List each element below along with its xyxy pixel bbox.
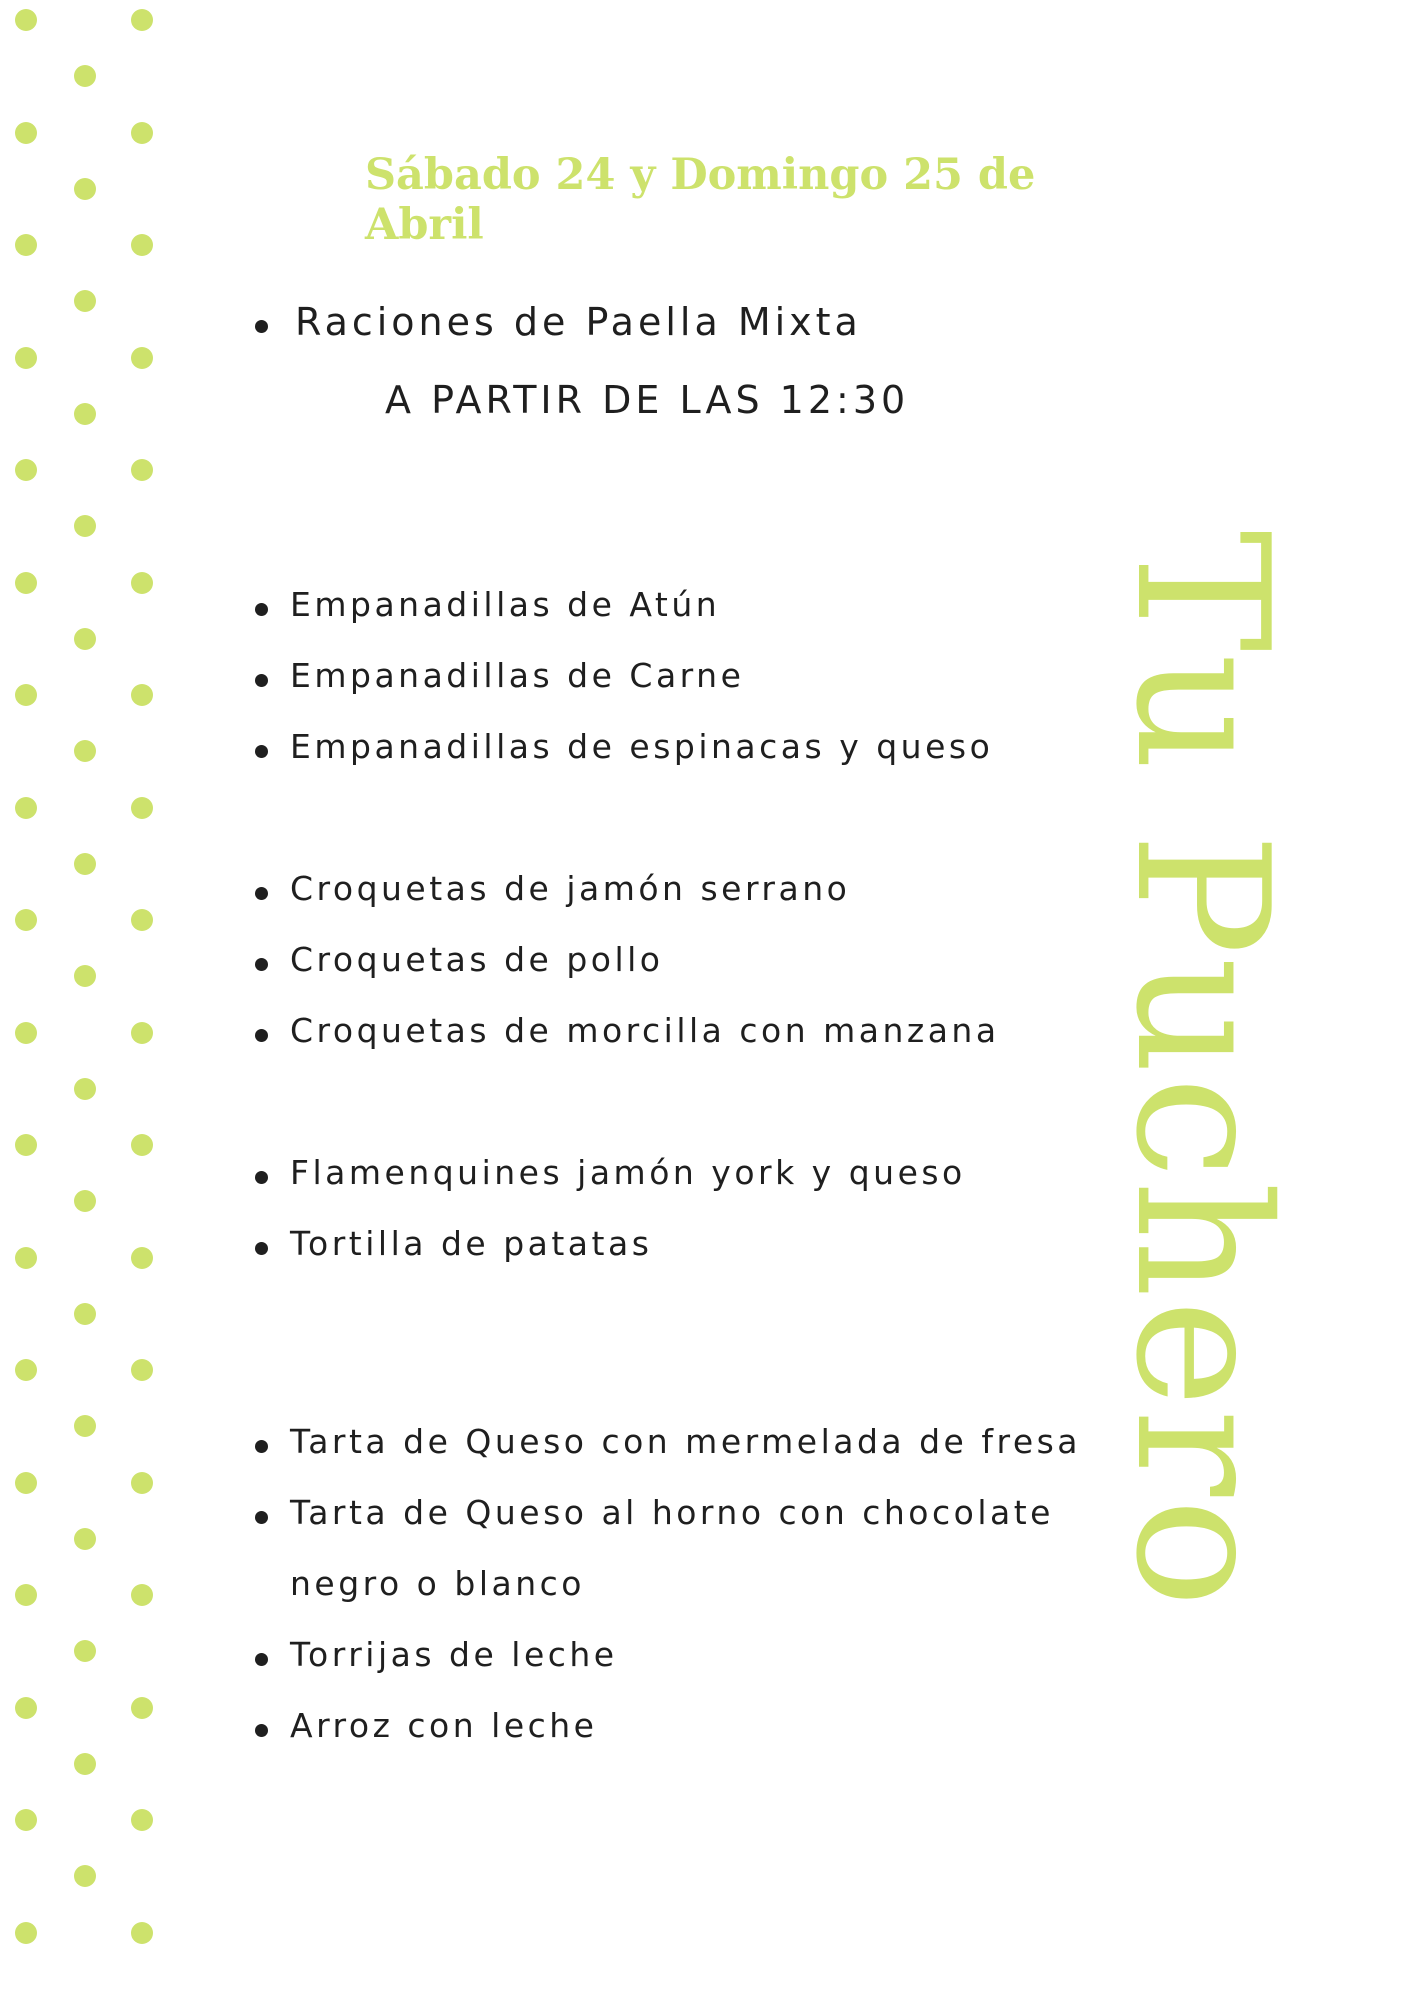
bullet-icon (255, 674, 268, 687)
polka-dot (74, 740, 96, 762)
bullet-icon (255, 1653, 268, 1666)
bullet-icon (255, 320, 268, 333)
polka-dot (131, 684, 153, 706)
menu-item: Croquetas de jamón serrano (290, 869, 851, 908)
polka-dot (74, 853, 96, 875)
polka-dot (15, 459, 37, 481)
polka-dot (15, 1584, 37, 1606)
polka-dot (74, 1190, 96, 1212)
bullet-icon (255, 1724, 268, 1737)
polka-dot (15, 1809, 37, 1831)
polka-dot (131, 9, 153, 31)
menu-item: Tortilla de patatas (290, 1224, 653, 1263)
menu-item: Arroz con leche (290, 1706, 598, 1745)
bullet-icon (255, 603, 268, 616)
polka-dot (74, 178, 96, 200)
polka-dot (15, 1922, 37, 1944)
menu-item: Torrijas de leche (290, 1635, 618, 1674)
polka-dot (15, 909, 37, 931)
polka-dot (131, 1022, 153, 1044)
polka-dot (15, 122, 37, 144)
polka-dot (131, 1359, 153, 1381)
polka-dot (15, 9, 37, 31)
polka-dot (131, 122, 153, 144)
polka-dot (131, 1247, 153, 1269)
polka-dot (131, 1584, 153, 1606)
paella-time: A PARTIR DE LAS 12:30 (385, 378, 910, 422)
polka-dot (74, 1865, 96, 1887)
menu-item: Croquetas de morcilla con manzana (290, 1011, 1000, 1050)
polka-dot (74, 1640, 96, 1662)
polka-dot (74, 515, 96, 537)
polka-dot (131, 1809, 153, 1831)
menu-item: Croquetas de pollo (290, 940, 664, 979)
polka-dot (74, 65, 96, 87)
polka-dot (15, 1134, 37, 1156)
bullet-icon (255, 958, 268, 971)
polka-dot (131, 1134, 153, 1156)
menu-item: Empanadillas de espinacas y queso (290, 727, 994, 766)
polka-dot (15, 1247, 37, 1269)
polka-dot (74, 1415, 96, 1437)
paella-item: Raciones de Paella Mixta (295, 300, 862, 344)
polka-dot (15, 1472, 37, 1494)
polka-dot (15, 1697, 37, 1719)
polka-dot (15, 1359, 37, 1381)
polka-dot (15, 797, 37, 819)
polka-dot (131, 234, 153, 256)
polka-dot (74, 403, 96, 425)
brand-title: Tu Puchero (1096, 530, 1308, 1610)
menu-item: Tarta de Queso con mermelada de fresa (290, 1422, 1082, 1461)
polka-dot (131, 572, 153, 594)
bullet-icon (255, 1029, 268, 1042)
polka-dot (15, 572, 37, 594)
polka-dot (131, 347, 153, 369)
bullet-icon (255, 1440, 268, 1453)
bullet-icon (255, 887, 268, 900)
polka-dot-border (0, 0, 160, 2000)
polka-dot (15, 1022, 37, 1044)
polka-dot (15, 347, 37, 369)
bullet-icon (255, 1171, 268, 1184)
polka-dot (74, 1078, 96, 1100)
bullet-icon (255, 745, 268, 758)
polka-dot (131, 1697, 153, 1719)
polka-dot (15, 684, 37, 706)
polka-dot (131, 797, 153, 819)
polka-dot (74, 965, 96, 987)
polka-dot (74, 1303, 96, 1325)
polka-dot (74, 1528, 96, 1550)
polka-dot (74, 628, 96, 650)
polka-dot (74, 290, 96, 312)
menu-item-continuation: negro o blanco (290, 1564, 585, 1603)
menu-item: Empanadillas de Carne (290, 656, 745, 695)
polka-dot (131, 1472, 153, 1494)
menu-item: Empanadillas de Atún (290, 585, 721, 624)
polka-dot (15, 234, 37, 256)
date-heading: Sábado 24 y Domingo 25 de Abril (365, 150, 1036, 250)
polka-dot (131, 459, 153, 481)
bullet-icon (255, 1242, 268, 1255)
polka-dot (74, 1753, 96, 1775)
polka-dot (131, 909, 153, 931)
menu-item: Tarta de Queso al horno con chocolate (290, 1493, 1054, 1532)
menu-item: Flamenquines jamón york y queso (290, 1153, 966, 1192)
polka-dot (131, 1922, 153, 1944)
bullet-icon (255, 1511, 268, 1524)
